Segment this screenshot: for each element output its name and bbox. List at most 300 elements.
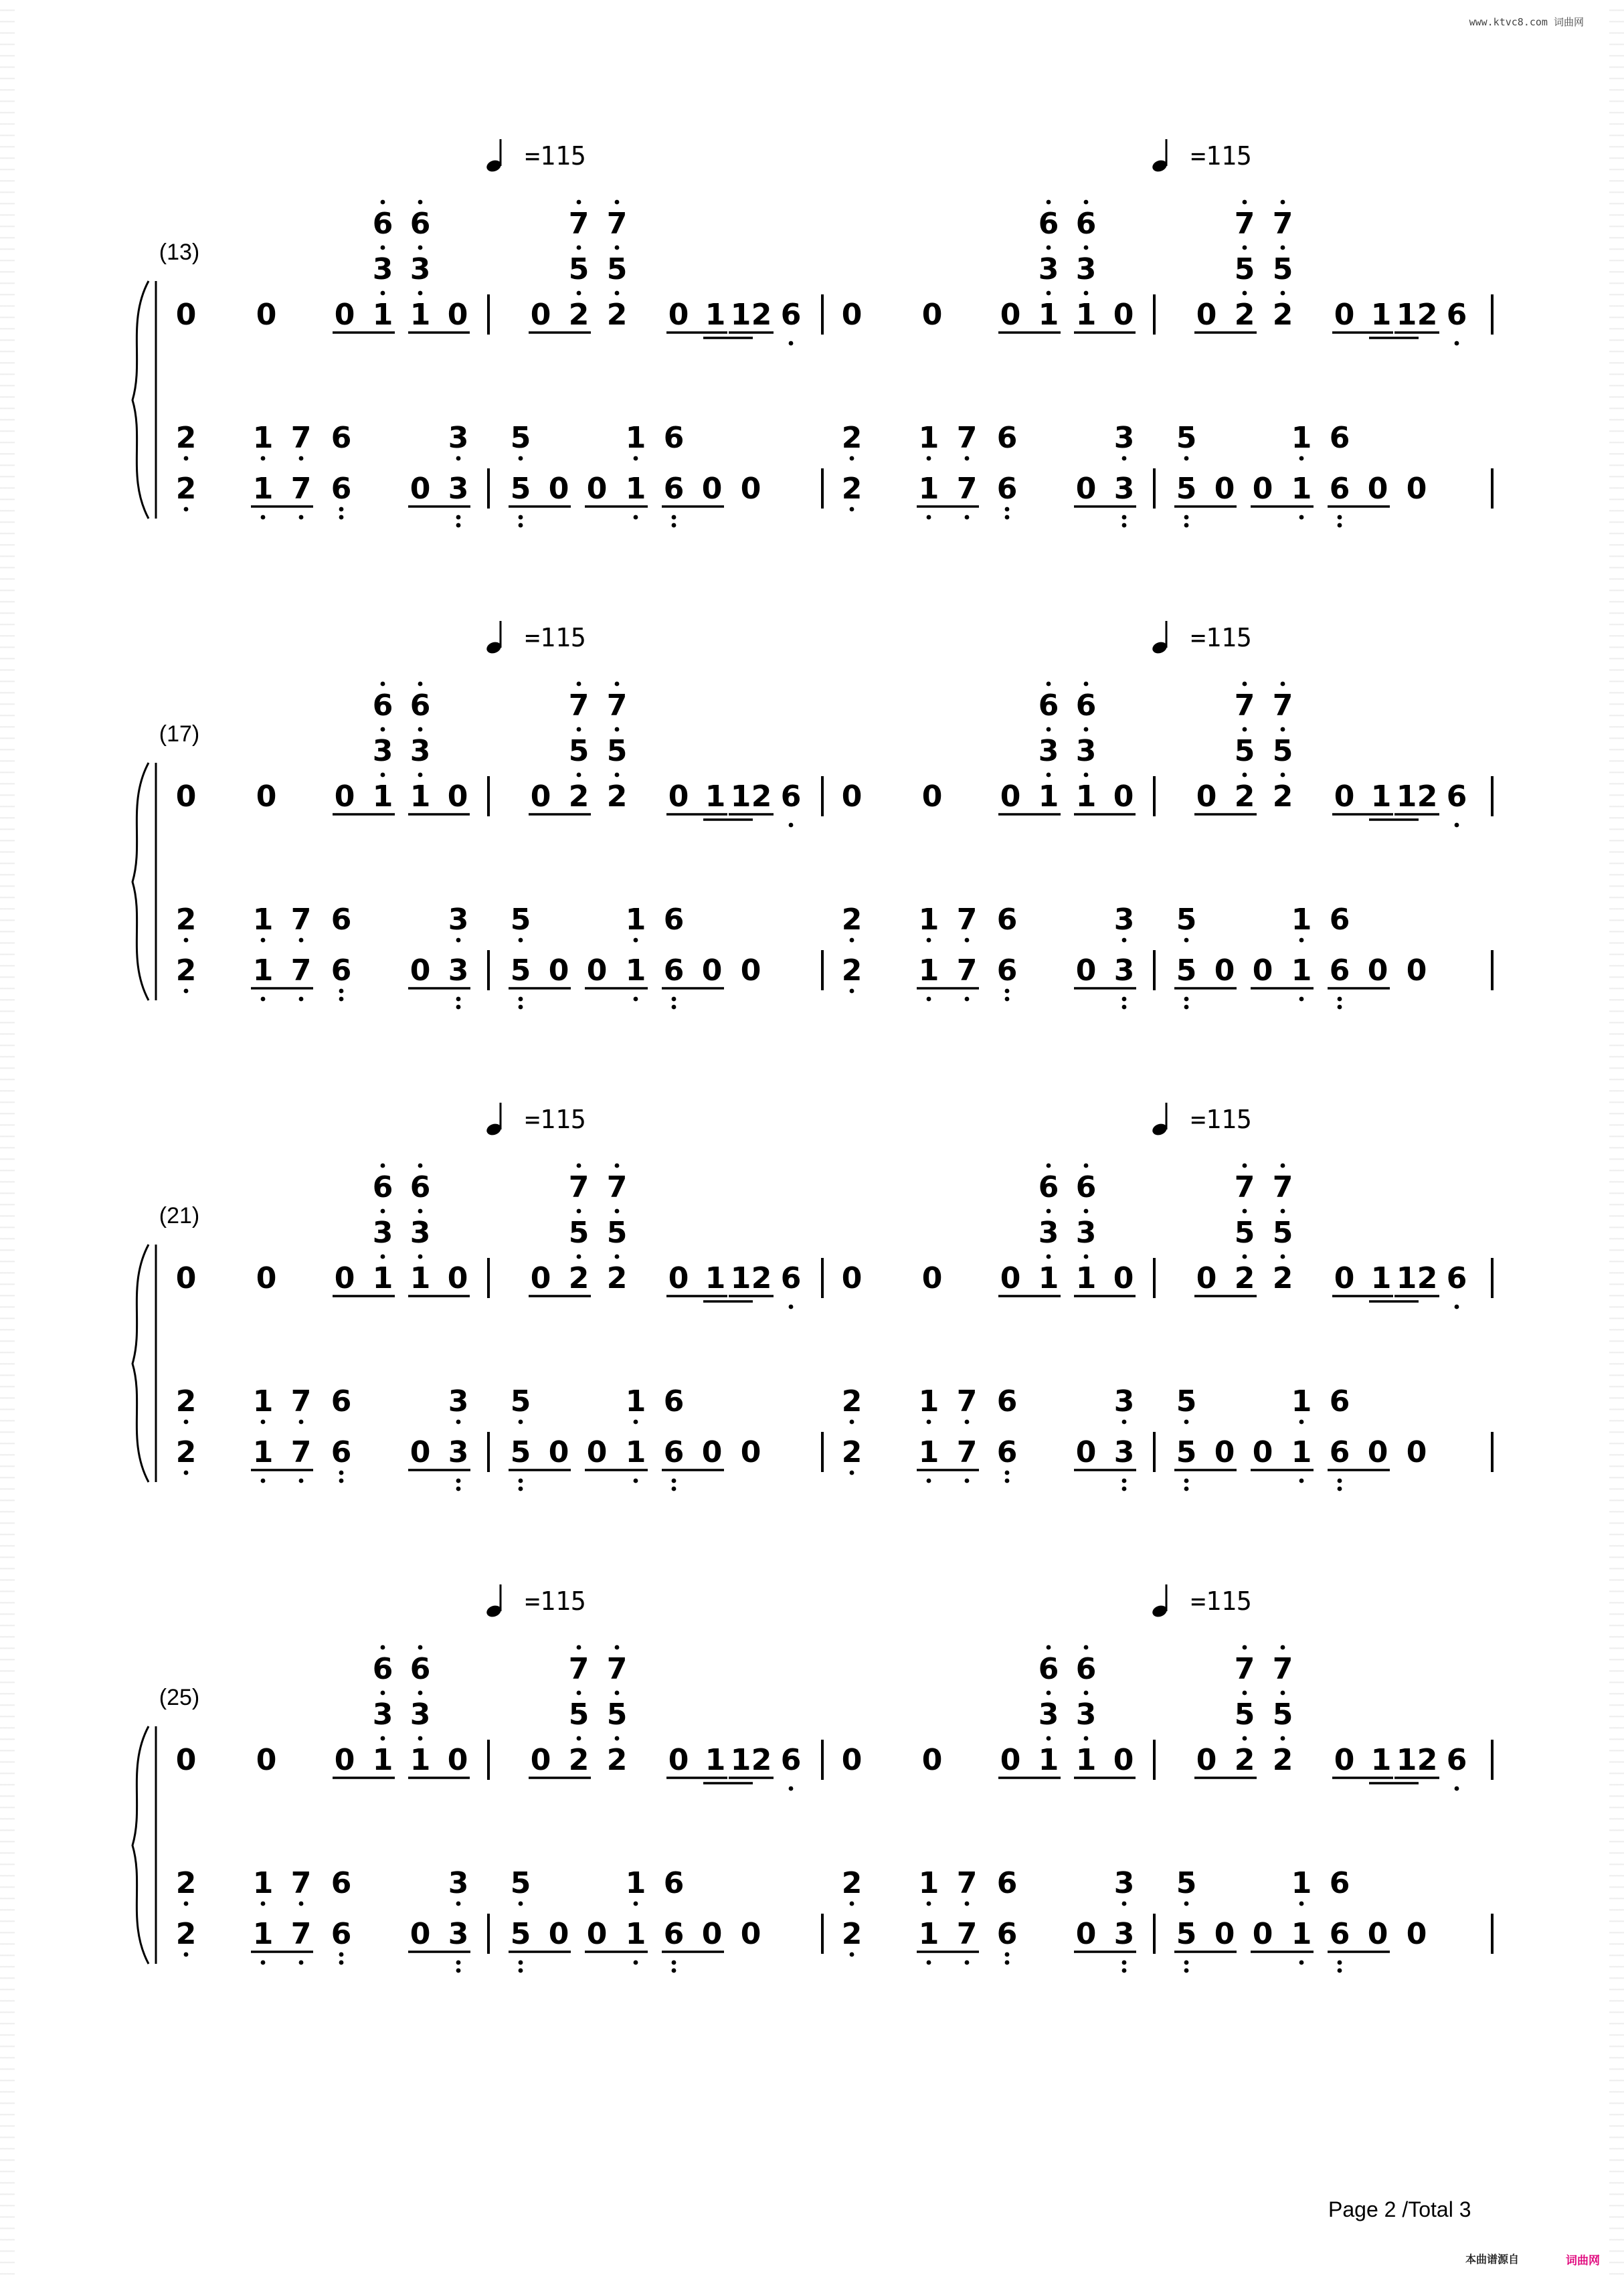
tempo-marking: =115 — [525, 1105, 586, 1134]
upper-octave-dot-above — [418, 1645, 423, 1650]
upper-chord-digit: 7 — [1234, 1170, 1255, 1204]
lower-chord-digit: 6 — [996, 421, 1018, 455]
lower-octave-dot-below — [519, 1902, 523, 1906]
lower-octave-dot-below — [1299, 1960, 1304, 1965]
upper-octave-dot-below — [1455, 1305, 1459, 1309]
lower-octave-dot-below — [1005, 1952, 1010, 1957]
lower-octave-dot-below — [339, 515, 344, 520]
lower-octave-dot-below — [261, 997, 266, 1002]
upper-chord-digit: 3 — [1075, 1216, 1097, 1250]
lower-octave-dot-below — [1005, 515, 1010, 520]
lower-note-digit: 1 — [1291, 953, 1312, 988]
upper-chord-digit: 3 — [1038, 1698, 1059, 1732]
upper-note-digit: 0 — [447, 1743, 468, 1777]
lower-chord-digit: 3 — [448, 1384, 469, 1419]
lower-chord-digit: 2 — [175, 903, 197, 937]
upper-note-digit: 0 — [256, 1261, 277, 1295]
lower-note-digit: 1 — [252, 1917, 274, 1951]
upper-note-digit: 1 — [730, 298, 751, 332]
upper-chord-digit: 7 — [568, 207, 590, 241]
source-watermark: www.ktvc8.com 词曲网 — [1469, 16, 1584, 28]
lower-chord-digit: 6 — [996, 1866, 1018, 1900]
upper-octave-dot-above — [615, 1164, 620, 1168]
lower-note-digit: 0 — [1367, 472, 1388, 506]
lower-chord-digit: 1 — [1291, 903, 1312, 937]
lower-note-digit: 0 — [1406, 1435, 1427, 1469]
lower-note-digit: 0 — [740, 1917, 761, 1951]
lower-note-digit: 1 — [625, 1917, 646, 1951]
upper-chord-digit: 7 — [1272, 689, 1293, 723]
lower-note-digit: 3 — [1113, 1435, 1135, 1469]
lower-octave-dot-below — [850, 1952, 854, 1957]
upper-note-digit: 2 — [751, 1743, 772, 1777]
lower-note-digit: 5 — [510, 953, 531, 988]
lower-chord-digit: 1 — [625, 1866, 646, 1900]
lower-note-digit: 7 — [290, 1435, 312, 1469]
upper-note-digit: 2 — [568, 298, 590, 332]
upper-note-digit: 1 — [1038, 1743, 1059, 1777]
upper-note-digit: 0 — [1000, 1261, 1021, 1295]
lower-octave-dot-below — [634, 1420, 638, 1425]
upper-note-digit: 6 — [1446, 780, 1467, 814]
upper-octave-dot-above — [1243, 200, 1247, 205]
upper-octave-dot-above — [381, 727, 385, 732]
lower-chord-digit: 6 — [331, 421, 352, 455]
lower-octave-dot-below — [519, 938, 523, 943]
upper-note-digit: 0 — [841, 298, 863, 332]
upper-octave-dot-above — [1047, 1255, 1051, 1259]
upper-note-digit: 1 — [372, 1261, 393, 1295]
upper-note-digit: 0 — [1113, 780, 1134, 814]
upper-chord-digit: 7 — [606, 207, 628, 241]
lower-note-digit: 0 — [586, 953, 608, 988]
upper-chord-digit: 5 — [568, 1216, 590, 1250]
lower-note-digit: 2 — [841, 472, 863, 506]
lower-chord-digit: 7 — [290, 903, 312, 937]
lower-octave-dot-below — [1184, 515, 1189, 520]
upper-octave-dot-below — [789, 341, 794, 346]
lower-octave-dot-below — [519, 1005, 523, 1010]
upper-note-digit: 2 — [1417, 1743, 1438, 1777]
upper-octave-dot-above — [615, 1691, 620, 1696]
lower-note-digit: 0 — [1406, 953, 1427, 988]
upper-note-digit: 0 — [921, 1261, 943, 1295]
tempo-marking: =115 — [1190, 1105, 1252, 1134]
upper-chord-digit: 6 — [1075, 1170, 1097, 1204]
upper-note-digit: 1 — [1396, 298, 1417, 332]
upper-octave-dot-above — [1243, 291, 1247, 296]
upper-note-digit: 0 — [1196, 1743, 1217, 1777]
lower-note-digit: 6 — [663, 472, 685, 506]
upper-octave-dot-above — [1281, 1691, 1285, 1696]
lower-chord-digit: 5 — [510, 903, 531, 937]
upper-note-digit: 2 — [606, 780, 628, 814]
lower-note-digit: 0 — [740, 953, 761, 988]
lower-chord-digit: 6 — [1329, 421, 1350, 455]
upper-octave-dot-above — [418, 291, 423, 296]
lower-octave-dot-below — [184, 938, 189, 943]
lower-octave-dot-below — [1005, 507, 1010, 512]
lower-chord-digit: 3 — [448, 1866, 469, 1900]
upper-chord-digit: 3 — [1038, 252, 1059, 286]
lower-octave-dot-below — [519, 523, 523, 528]
tempo-marking: =115 — [525, 141, 586, 171]
lower-note-digit: 0 — [1252, 953, 1273, 988]
lower-octave-dot-below — [299, 1420, 304, 1425]
lower-note-digit: 0 — [1075, 472, 1097, 506]
upper-chord-digit: 3 — [410, 1698, 431, 1732]
lower-octave-dot-below — [456, 938, 461, 943]
lower-chord-digit: 1 — [252, 1384, 274, 1419]
lower-chord-digit: 1 — [625, 1384, 646, 1419]
measure-number: (25) — [159, 1685, 200, 1710]
lower-note-digit: 0 — [701, 953, 723, 988]
upper-octave-dot-above — [1243, 1164, 1247, 1168]
upper-note-digit: 2 — [1234, 298, 1255, 332]
upper-note-digit: 2 — [606, 1261, 628, 1295]
lower-note-digit: 3 — [448, 1435, 469, 1469]
tempo-marking: =115 — [1190, 623, 1252, 652]
upper-note-digit: 2 — [606, 1743, 628, 1777]
lower-octave-dot-below — [261, 515, 266, 520]
upper-octave-dot-above — [1281, 1164, 1285, 1168]
upper-note-digit: 6 — [1446, 1743, 1467, 1777]
upper-note-digit: 1 — [410, 1261, 431, 1295]
lower-octave-dot-below — [184, 1902, 189, 1906]
lower-note-digit: 2 — [841, 953, 863, 988]
lower-note-digit: 1 — [918, 953, 939, 988]
upper-chord-digit: 7 — [1272, 207, 1293, 241]
upper-octave-dot-above — [381, 1255, 385, 1259]
upper-chord-digit: 5 — [606, 252, 628, 286]
upper-note-digit: 6 — [780, 1261, 802, 1295]
upper-note-digit: 0 — [175, 1743, 197, 1777]
upper-octave-dot-above — [615, 727, 620, 732]
upper-octave-dot-above — [1243, 773, 1247, 778]
lower-octave-dot-below — [927, 1420, 931, 1425]
lower-note-digit: 2 — [841, 1917, 863, 1951]
lower-octave-dot-below — [672, 523, 676, 528]
lower-octave-dot-below — [1299, 1420, 1304, 1425]
lower-octave-dot-below — [519, 1969, 523, 1973]
upper-note-digit: 1 — [410, 1743, 431, 1777]
upper-note-digit: 2 — [1234, 780, 1255, 814]
upper-note-digit: 0 — [530, 780, 551, 814]
upper-chord-digit: 7 — [1272, 1170, 1293, 1204]
upper-note-digit: 0 — [447, 298, 468, 332]
lower-octave-dot-below — [1338, 523, 1342, 528]
lower-chord-digit: 1 — [918, 903, 939, 937]
lower-octave-dot-below — [965, 938, 970, 943]
lower-note-digit: 6 — [663, 1435, 685, 1469]
upper-note-digit: 0 — [668, 298, 689, 332]
lower-chord-digit: 3 — [1113, 903, 1135, 937]
lower-octave-dot-below — [261, 456, 266, 461]
lower-octave-dot-below — [965, 997, 970, 1002]
lower-note-digit: 0 — [410, 1917, 431, 1951]
measure-number: (17) — [159, 721, 200, 747]
lower-octave-dot-below — [850, 1420, 854, 1425]
lower-note-digit: 6 — [663, 953, 685, 988]
upper-octave-dot-above — [615, 1645, 620, 1650]
upper-octave-dot-above — [577, 291, 581, 296]
lower-octave-dot-below — [1338, 1960, 1342, 1965]
upper-note-digit: 2 — [1234, 1743, 1255, 1777]
lower-octave-dot-below — [299, 1479, 304, 1483]
upper-note-digit: 0 — [921, 780, 943, 814]
lower-octave-dot-below — [1005, 1471, 1010, 1475]
lower-chord-digit: 5 — [510, 1866, 531, 1900]
lower-note-digit: 0 — [1214, 1435, 1235, 1469]
upper-octave-dot-above — [1243, 1691, 1247, 1696]
lower-octave-dot-below — [456, 1487, 461, 1491]
upper-chord-digit: 3 — [1038, 734, 1059, 768]
lower-note-digit: 1 — [625, 953, 646, 988]
upper-chord-digit: 6 — [410, 1652, 431, 1686]
upper-note-digit: 0 — [1196, 298, 1217, 332]
upper-note-digit: 0 — [530, 1743, 551, 1777]
lower-octave-dot-below — [519, 997, 523, 1002]
lower-octave-dot-below — [1299, 997, 1304, 1002]
lower-octave-dot-below — [1184, 1005, 1189, 1010]
lower-note-digit: 5 — [1176, 1917, 1197, 1951]
upper-octave-dot-below — [789, 1787, 794, 1791]
lower-note-digit: 7 — [290, 1917, 312, 1951]
lower-octave-dot-below — [965, 1960, 970, 1965]
lower-note-digit: 6 — [331, 472, 352, 506]
upper-note-digit: 0 — [1196, 1261, 1217, 1295]
upper-note-digit: 0 — [668, 780, 689, 814]
lower-octave-dot-below — [184, 1471, 189, 1475]
upper-note-digit: 0 — [175, 780, 197, 814]
lower-octave-dot-below — [672, 1969, 676, 1973]
lower-note-digit: 0 — [548, 1435, 569, 1469]
upper-octave-dot-above — [1281, 682, 1285, 687]
lower-note-digit: 1 — [625, 472, 646, 506]
lower-chord-digit: 6 — [996, 1384, 1018, 1419]
lower-note-digit: 2 — [841, 1435, 863, 1469]
upper-note-digit: 1 — [1038, 780, 1059, 814]
lower-octave-dot-below — [299, 1960, 304, 1965]
upper-octave-dot-above — [615, 773, 620, 778]
upper-note-digit: 1 — [1396, 780, 1417, 814]
lower-octave-dot-below — [1122, 456, 1127, 461]
lower-note-digit: 6 — [331, 1917, 352, 1951]
upper-chord-digit: 3 — [372, 252, 393, 286]
lower-note-digit: 0 — [1214, 953, 1235, 988]
lower-note-digit: 0 — [1075, 1917, 1097, 1951]
lower-note-digit: 2 — [175, 953, 197, 988]
lower-chord-digit: 1 — [1291, 421, 1312, 455]
upper-chord-digit: 5 — [1234, 734, 1255, 768]
lower-octave-dot-below — [1299, 938, 1304, 943]
lower-octave-dot-below — [261, 1479, 266, 1483]
lower-chord-digit: 6 — [996, 903, 1018, 937]
upper-note-digit: 0 — [841, 780, 863, 814]
upper-note-digit: 0 — [175, 1261, 197, 1295]
lower-octave-dot-below — [1338, 515, 1342, 520]
upper-octave-dot-above — [1084, 773, 1089, 778]
lower-note-digit: 1 — [252, 472, 274, 506]
lower-octave-dot-below — [456, 1960, 461, 1965]
upper-chord-digit: 6 — [1038, 1170, 1059, 1204]
lower-octave-dot-below — [184, 456, 189, 461]
lower-chord-digit: 2 — [175, 1384, 197, 1419]
upper-note-digit: 2 — [1272, 1261, 1293, 1295]
lower-octave-dot-below — [634, 938, 638, 943]
lower-octave-dot-below — [299, 1902, 304, 1906]
lower-note-digit: 6 — [331, 1435, 352, 1469]
upper-octave-dot-above — [1281, 200, 1285, 205]
lower-chord-digit: 7 — [956, 421, 978, 455]
upper-octave-dot-above — [418, 773, 423, 778]
lower-note-digit: 6 — [1329, 472, 1350, 506]
lower-octave-dot-below — [519, 515, 523, 520]
lower-octave-dot-below — [850, 507, 854, 512]
lower-note-digit: 0 — [548, 472, 569, 506]
upper-chord-digit: 6 — [1038, 1652, 1059, 1686]
lower-octave-dot-below — [299, 997, 304, 1002]
upper-octave-dot-below — [1455, 823, 1459, 828]
lower-octave-dot-below — [1005, 997, 1010, 1002]
upper-octave-dot-above — [577, 200, 581, 205]
upper-note-digit: 2 — [1234, 1261, 1255, 1295]
upper-note-digit: 1 — [372, 780, 393, 814]
upper-octave-dot-above — [615, 200, 620, 205]
upper-note-digit: 0 — [1334, 780, 1355, 814]
upper-chord-digit: 3 — [372, 1698, 393, 1732]
upper-chord-digit: 5 — [568, 1698, 590, 1732]
lower-octave-dot-below — [456, 1969, 461, 1973]
upper-octave-dot-above — [1243, 246, 1247, 250]
upper-octave-dot-above — [615, 1736, 620, 1741]
lower-note-digit: 1 — [918, 1435, 939, 1469]
lower-octave-dot-below — [519, 1487, 523, 1491]
lower-octave-dot-below — [339, 989, 344, 994]
upper-octave-dot-above — [615, 1255, 620, 1259]
upper-octave-dot-above — [1243, 1255, 1247, 1259]
lower-octave-dot-below — [261, 1902, 266, 1906]
lower-chord-digit: 5 — [1176, 421, 1197, 455]
lower-octave-dot-below — [184, 1952, 189, 1957]
upper-note-digit: 1 — [1370, 1743, 1392, 1777]
upper-octave-dot-above — [1084, 682, 1089, 687]
lower-octave-dot-below — [1338, 1005, 1342, 1010]
upper-note-digit: 0 — [447, 780, 468, 814]
upper-note-digit: 1 — [730, 1743, 751, 1777]
upper-note-digit: 1 — [705, 1261, 726, 1295]
lower-note-digit: 0 — [1406, 472, 1427, 506]
lower-octave-dot-below — [927, 456, 931, 461]
lower-note-digit: 7 — [956, 472, 978, 506]
lower-note-digit: 0 — [1075, 953, 1097, 988]
upper-octave-dot-above — [418, 1209, 423, 1214]
lower-octave-dot-below — [1338, 1479, 1342, 1483]
upper-note-digit: 2 — [568, 1743, 590, 1777]
lower-octave-dot-below — [1184, 1487, 1189, 1491]
upper-note-digit: 0 — [921, 1743, 943, 1777]
lower-octave-dot-below — [672, 1487, 676, 1491]
lower-chord-digit: 6 — [331, 1866, 352, 1900]
lower-octave-dot-below — [184, 1420, 189, 1425]
lower-octave-dot-below — [299, 515, 304, 520]
upper-octave-dot-above — [381, 1164, 385, 1168]
upper-octave-dot-above — [381, 200, 385, 205]
lower-chord-digit: 3 — [1113, 421, 1135, 455]
lower-octave-dot-below — [850, 1471, 854, 1475]
lower-note-digit: 0 — [586, 1917, 608, 1951]
upper-chord-digit: 5 — [1234, 1216, 1255, 1250]
lower-octave-dot-below — [927, 1479, 931, 1483]
lower-note-digit: 7 — [956, 1435, 978, 1469]
lower-octave-dot-below — [634, 1479, 638, 1483]
upper-chord-digit: 5 — [1272, 1216, 1293, 1250]
lower-octave-dot-below — [1122, 1420, 1127, 1425]
lower-octave-dot-below — [1184, 523, 1189, 528]
lower-note-digit: 0 — [1367, 1435, 1388, 1469]
lower-octave-dot-below — [1299, 515, 1304, 520]
upper-octave-dot-above — [418, 1164, 423, 1168]
lower-octave-dot-below — [927, 1902, 931, 1906]
lower-note-digit: 5 — [510, 1435, 531, 1469]
upper-note-digit: 0 — [1113, 1743, 1134, 1777]
lower-octave-dot-below — [456, 515, 461, 520]
upper-chord-digit: 6 — [410, 1170, 431, 1204]
upper-note-digit: 1 — [1075, 298, 1097, 332]
upper-octave-dot-above — [1047, 1691, 1051, 1696]
upper-octave-dot-above — [418, 727, 423, 732]
lower-note-digit: 5 — [1176, 472, 1197, 506]
upper-octave-dot-above — [1084, 1255, 1089, 1259]
upper-note-digit: 0 — [1113, 298, 1134, 332]
lower-octave-dot-below — [1184, 456, 1189, 461]
upper-note-digit: 1 — [410, 780, 431, 814]
lower-chord-digit: 6 — [663, 1866, 685, 1900]
upper-octave-dot-above — [381, 291, 385, 296]
lower-octave-dot-below — [339, 1952, 344, 1957]
lower-note-digit: 0 — [1252, 1917, 1273, 1951]
lower-octave-dot-below — [1005, 1479, 1010, 1483]
upper-chord-digit: 6 — [1075, 207, 1097, 241]
lower-octave-dot-below — [965, 1420, 970, 1425]
upper-note-digit: 0 — [256, 1743, 277, 1777]
upper-chord-digit: 6 — [372, 1170, 393, 1204]
lower-octave-dot-below — [634, 1960, 638, 1965]
upper-octave-dot-below — [1455, 1787, 1459, 1791]
upper-chord-digit: 5 — [606, 734, 628, 768]
upper-note-digit: 0 — [1000, 780, 1021, 814]
upper-octave-dot-above — [381, 1209, 385, 1214]
lower-octave-dot-below — [339, 1471, 344, 1475]
lower-octave-dot-below — [261, 1420, 266, 1425]
lower-note-digit: 6 — [996, 953, 1018, 988]
upper-chord-digit: 5 — [568, 734, 590, 768]
lower-octave-dot-below — [634, 997, 638, 1002]
lower-note-digit: 0 — [701, 1435, 723, 1469]
lower-note-digit: 0 — [1367, 1917, 1388, 1951]
grand-staff-brace — [132, 281, 149, 519]
lower-chord-digit: 6 — [331, 1384, 352, 1419]
lower-octave-dot-below — [1122, 1960, 1127, 1965]
upper-note-digit: 0 — [1334, 1261, 1355, 1295]
upper-octave-dot-above — [1243, 682, 1247, 687]
upper-octave-dot-above — [1281, 1255, 1285, 1259]
upper-octave-dot-below — [1455, 341, 1459, 346]
upper-note-digit: 2 — [1417, 298, 1438, 332]
upper-octave-dot-above — [577, 773, 581, 778]
lower-note-digit: 3 — [448, 472, 469, 506]
lower-octave-dot-below — [1184, 938, 1189, 943]
